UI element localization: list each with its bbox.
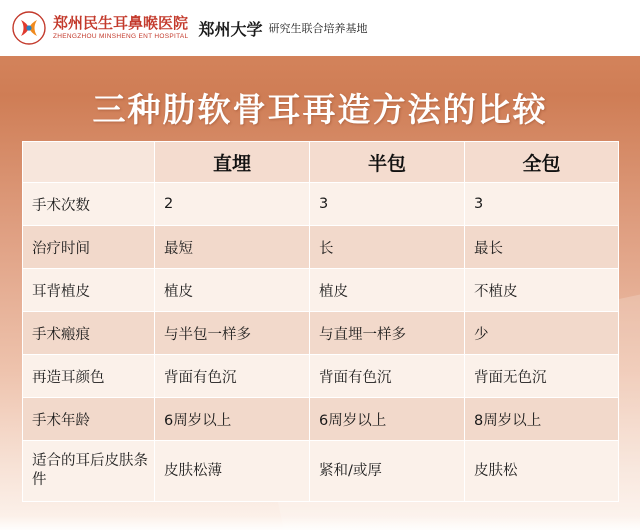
row-value: 植皮 <box>310 269 465 312</box>
row-value: 最短 <box>155 226 310 269</box>
hospital-name-block <box>53 15 188 41</box>
row-value: 3 <box>465 183 619 226</box>
row-value: 2 <box>155 183 310 226</box>
table-row <box>23 269 619 312</box>
table-header-quanbao: 全包 <box>465 142 619 183</box>
row-value: 与半包一样多 <box>155 312 310 355</box>
row-label: 手术年龄 <box>23 398 155 441</box>
row-value: 长 <box>310 226 465 269</box>
row-value: 8周岁以上 <box>465 398 619 441</box>
table-corner-cell <box>23 142 155 183</box>
row-value: 6周岁以上 <box>155 398 310 441</box>
table-header-zhimai: 直埋 <box>155 142 310 183</box>
comparison-table-wrapper <box>22 141 618 502</box>
slide-bottom-fade <box>0 516 640 530</box>
university-subtitle: 研究生联合培养基地 <box>268 21 368 35</box>
row-value: 皮肤松薄 <box>155 441 310 502</box>
row-value: 6周岁以上 <box>310 398 465 441</box>
row-value: 少 <box>465 312 619 355</box>
university-name: 郑州大学 <box>198 19 263 39</box>
row-value: 不植皮 <box>465 269 619 312</box>
row-value: 紧和/或厚 <box>310 441 465 502</box>
table-row <box>23 355 619 398</box>
page-title: 三种肋软骨耳再造方法的比较 <box>92 90 548 129</box>
row-value: 背面有色沉 <box>310 355 465 398</box>
table-row <box>23 441 619 502</box>
row-value: 植皮 <box>155 269 310 312</box>
table-row <box>23 226 619 269</box>
row-label: 治疗时间 <box>23 226 155 269</box>
row-value: 最长 <box>465 226 619 269</box>
row-value: 3 <box>310 183 465 226</box>
row-label: 适合的耳后皮肤条件 <box>23 441 155 502</box>
table-row <box>23 312 619 355</box>
table-header-banbao: 半包 <box>310 142 465 183</box>
header-bar <box>0 0 640 56</box>
row-value: 背面无色沉 <box>465 355 619 398</box>
comparison-table <box>22 141 619 502</box>
hospital-name-en: ZHENGZHOU MINSHENG ENT HOSPITAL <box>53 33 189 40</box>
table-row <box>23 398 619 441</box>
table-header-row <box>23 142 619 183</box>
row-label: 手术次数 <box>23 183 155 226</box>
row-value: 背面有色沉 <box>155 355 310 398</box>
row-label: 手术瘢痕 <box>23 312 155 355</box>
table-row <box>23 183 619 226</box>
row-label: 耳背植皮 <box>23 269 155 312</box>
row-label: 再造耳颜色 <box>23 355 155 398</box>
hospital-logo-icon <box>12 11 46 45</box>
row-value: 皮肤松 <box>465 441 619 502</box>
row-value: 与直埋一样多 <box>310 312 465 355</box>
hospital-name-cn: 郑州民生耳鼻喉医院 <box>53 14 189 32</box>
